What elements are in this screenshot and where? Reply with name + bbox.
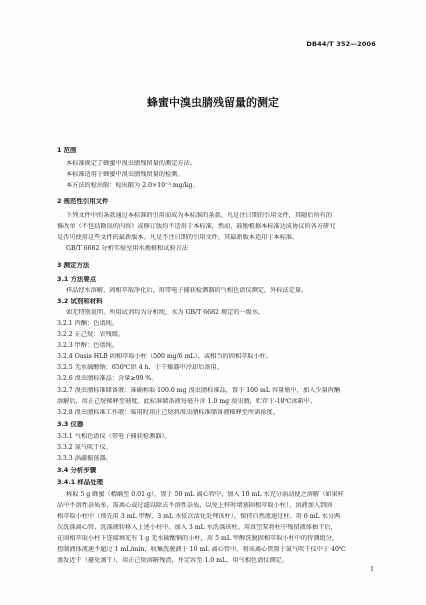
text-line: 下列文件中的条款通过本标准的引用而成为本标准的条款。凡是注日期的引用文件，其随后所有的	[66, 212, 333, 219]
text-line: 品中不溶性杂质多，需离心或过滤以除去不溶性杂质，以免上样时堵塞固相萃取小柱），溶液加入到固	[57, 502, 333, 509]
subsection-heading: 3.4.1 样品处理	[57, 479, 103, 486]
text-line: 是否可使用这些文件的最新版本。凡是不注日期的引用文件，其最新版本适用于本标准。	[57, 234, 299, 241]
text-line: 控制液体流速不超过 1 mL/min，收集洗脱液于 10 mL 离心管中。将该离心管置于氮气吹干仪中于 40℃	[57, 546, 346, 553]
text-line: 3.2.7 溴虫腈标准储备液：准确称取 100.0 mg 溴虫腈标准品，置于 100 mL 容量瓶中，加入少量丙酮	[57, 387, 341, 394]
text-line: 3.2.5 无水硫酸钠：650℃烘 4 h，于干燥器中冷却后备用。	[57, 364, 223, 371]
subsection-heading: 3.3 仪器	[57, 421, 84, 428]
text-line: 3.2.3 甲醇：色谱纯。	[57, 342, 119, 349]
text-line: 3.3.3 涡漩振荡器。	[57, 455, 112, 462]
text-line: GB/T 6682 分析实验室用水规格和试验方法	[66, 245, 189, 252]
section-heading: 2 规范性引用文件	[57, 198, 109, 205]
text-line: 次洗涤离心管，洗涤液转移入上述小柱中。加入 3 mL 水洗涤该柱。用真空泵将柱中残留液体抽干后，	[57, 524, 337, 531]
text-line: 样品经水溶解、固相萃取净化后，用带电子捕获检测器的气相色谱仪测定，外标法定量。	[66, 287, 308, 294]
text-line: 本方法的检出限：检出限为 2.0×10⁻³ mg/kg。	[66, 182, 199, 189]
text-line: 修改单（不包括勘误的内容）或修订版均不适用于本标准，然而，鼓励根据本标准达成协议的各方研究	[57, 223, 336, 230]
section-heading: 1 范围	[57, 147, 77, 154]
subsection-heading: 3.1 方法要点	[57, 276, 97, 283]
text-line: 3.2.1 丙酮：色谱纯。	[57, 320, 119, 327]
subsection-heading: 3.2 试剂和材料	[57, 298, 103, 305]
text-line: 3.3.2 氮气吹干仪。	[57, 444, 112, 451]
page-number: 1	[370, 566, 374, 573]
text-line: 蒸发近干（避免蒸干），用正己烷溶解残渣，并定容至 1.0 mL，用气相色谱仪测定。	[57, 557, 289, 564]
text-line: 相萃取小柱中（预先用 3 mL 甲醇、3 mL 水依次活化处理该柱）。保持自然流速过柱。用 6 mL 水分两	[57, 513, 341, 520]
standard-code: DB44/T 352—2006	[306, 40, 376, 48]
text-line: 3.2.6 溴虫腈标准品：含量≥99 %。	[57, 375, 158, 382]
text-line: 溶解后，用正己烷稀释至刻度。此标准储备液每毫升含 1.0 mg 溴虫腈，贮存于-18℃冰箱中。	[57, 398, 317, 405]
text-line: 本标准适用于蜂蜜中溴虫腈残留量的检测。	[66, 171, 184, 178]
section-heading: 3 测定方法	[57, 262, 90, 269]
subsection-heading: 3.4 分析步骤	[57, 467, 97, 474]
text-line: 3.2.2 正己烷：农残级。	[57, 331, 125, 338]
text-line: 称取 5 g 蜂蜜（精确至 0.01 g），置于 50 mL 离心管中，加入 10 mL 水充分涡动使之溶解（如果样	[66, 491, 344, 498]
text-line: 3.2.8 溴虫腈标准工作液：临用时用正己烷将溴虫腈标准储备液稀释至所需浓度。	[57, 409, 279, 416]
text-line: 在固相萃取小柱下连接填充有 1 g 无水硫酸钠的小柱，用 5 mL 甲醇洗脱固相萃取小柱中的待测组分，	[57, 535, 339, 542]
text-line: 如无特别说明，所用试剂均为分析纯，水为 GB/T 6682 规定的一级水。	[66, 309, 265, 316]
document-title: 蜂蜜中溴虫腈残留量的测定	[147, 96, 279, 109]
text-line: 本标准规定了蜂蜜中溴虫腈残留量的测定方法。	[66, 160, 196, 167]
text-line: 3.3.1 气相色谱仪（带电子捕获检测器）。	[57, 433, 171, 440]
text-line: 3.2.4 Oasis HLB 固相萃取小柱（500 mg/6 mL），或相当的固相萃取小柱。	[57, 353, 273, 360]
